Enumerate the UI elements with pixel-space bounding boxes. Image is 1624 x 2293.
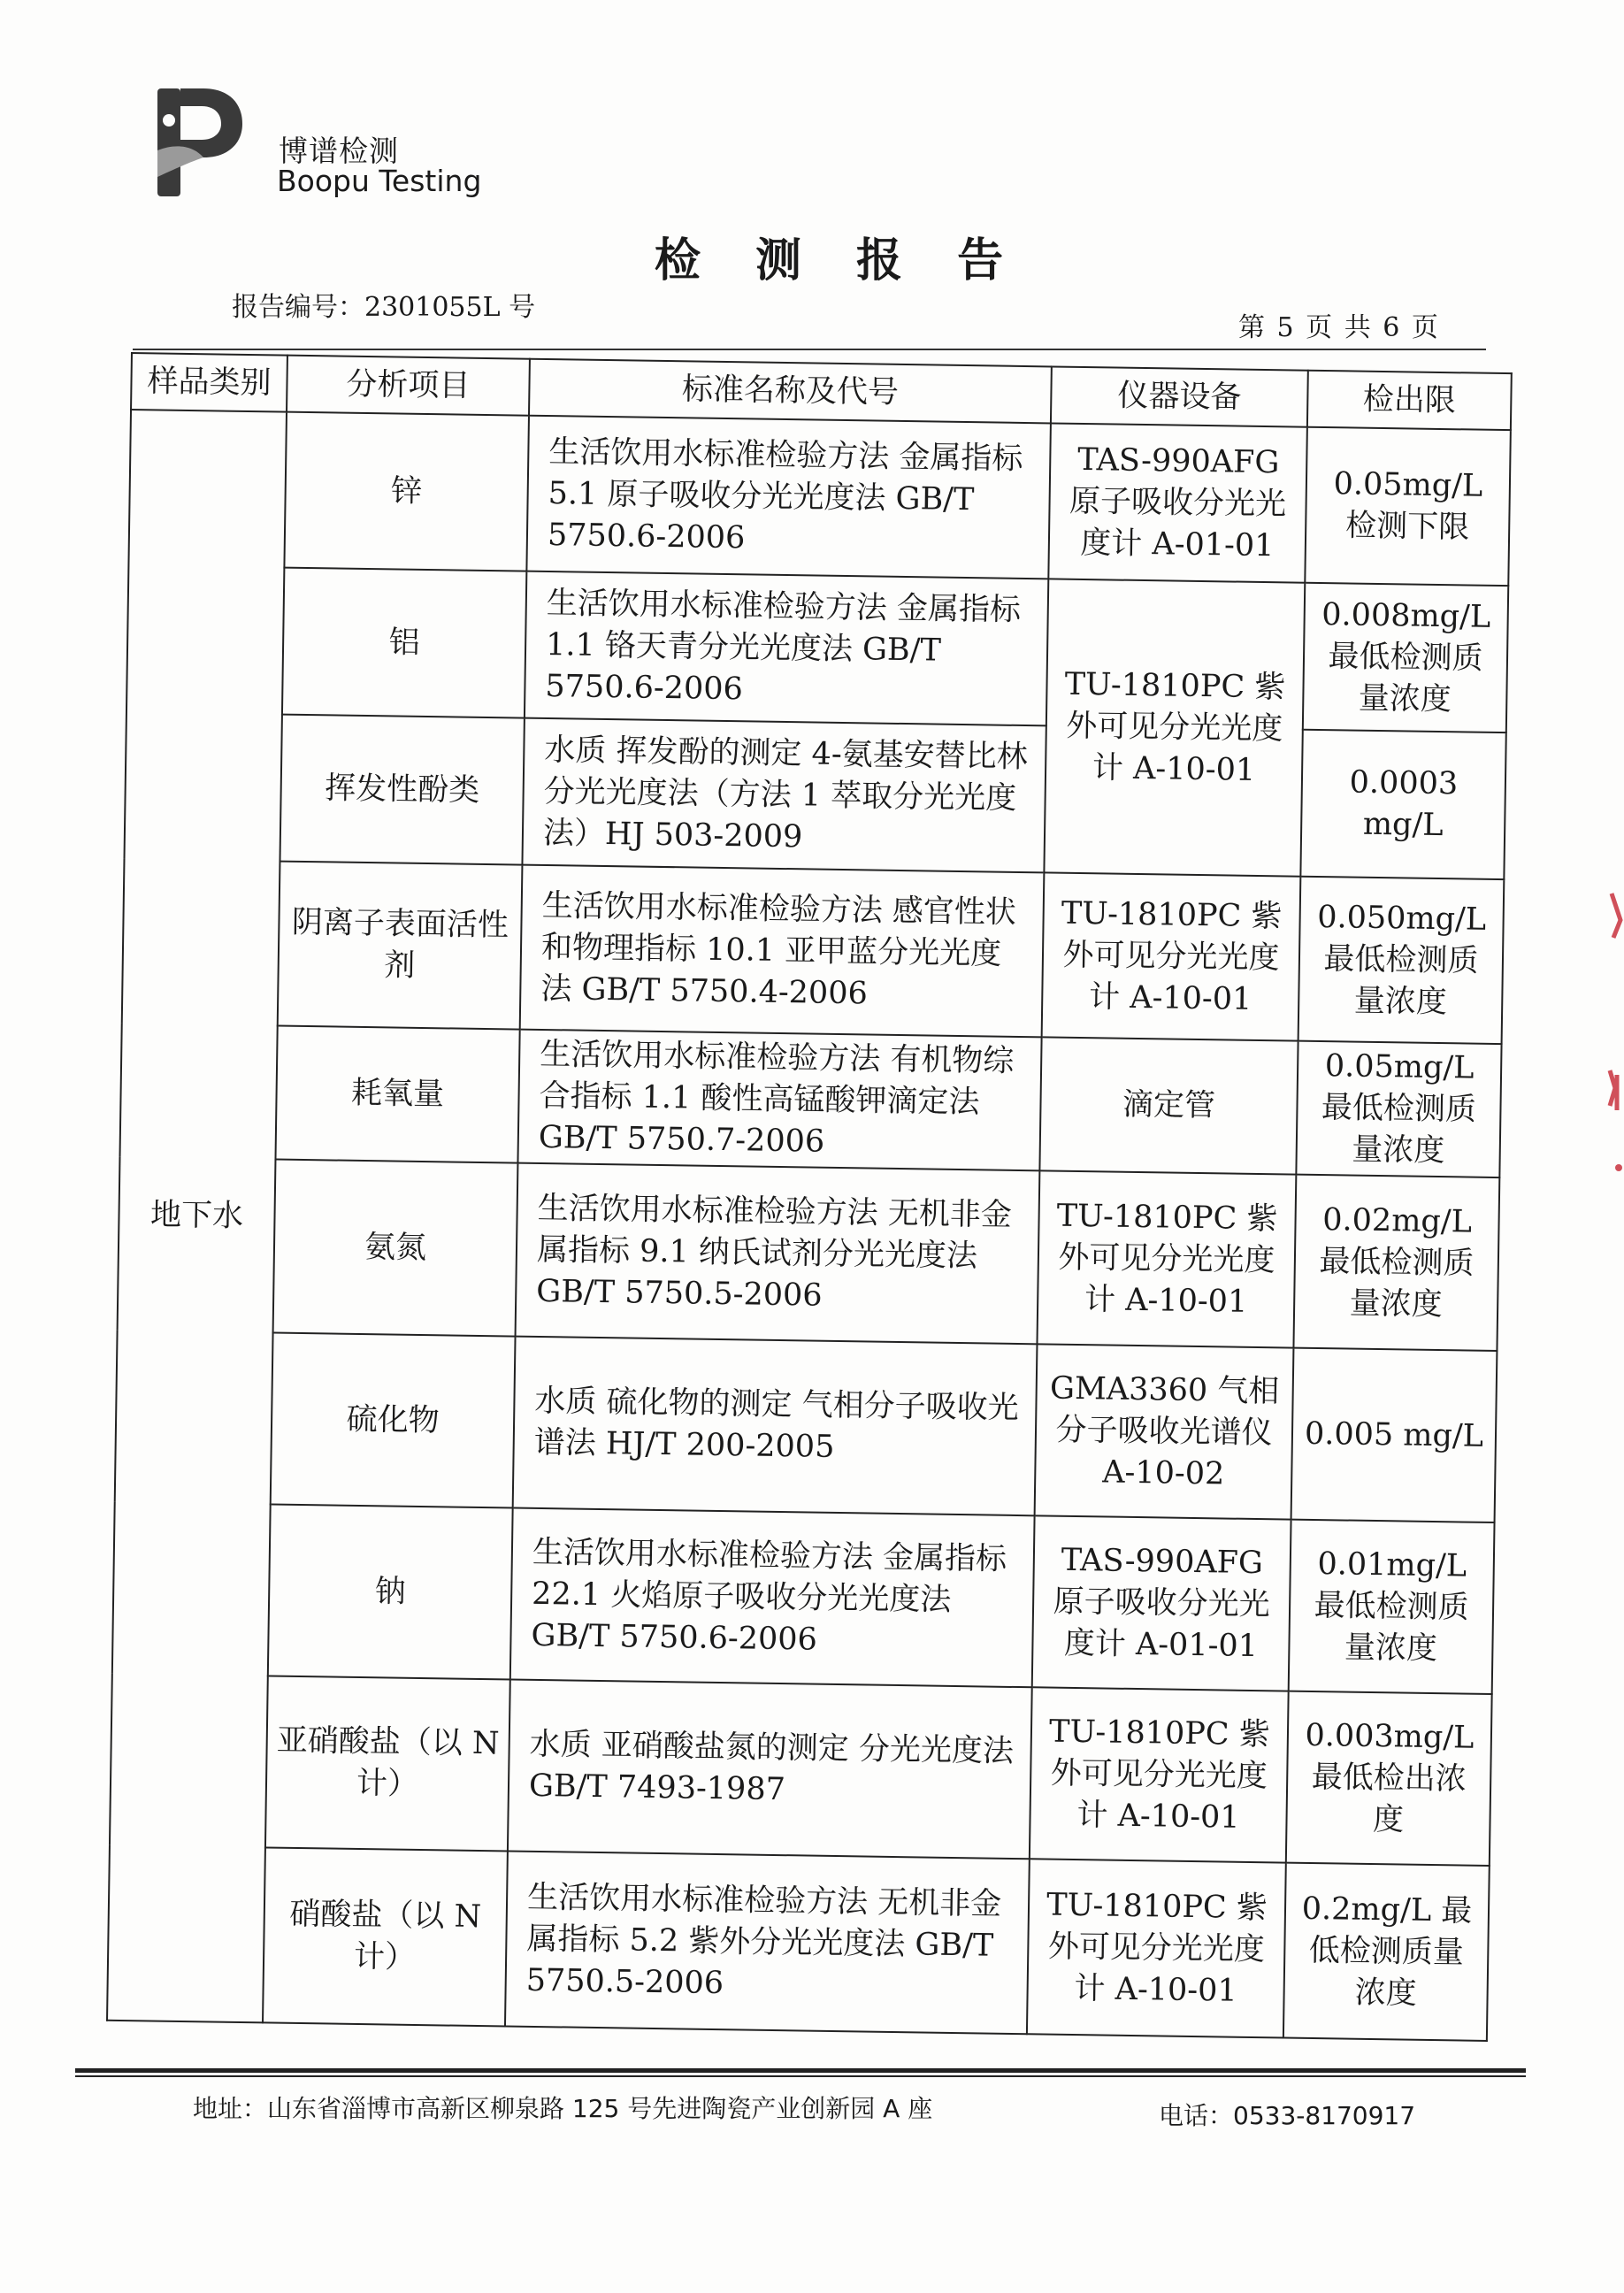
table-row [126,565,1508,732]
detection-limit: 0.02mg/L 最低检测质量浓度 [1293,1175,1499,1351]
seal-stamp-edge [1603,885,1624,1185]
brand-name-cn: 博谱检测 [279,134,399,168]
table-row [115,1331,1498,1522]
instrument: 滴定管 [1039,1037,1298,1174]
footer-phone: 电话：0533-8170917 [1159,2101,1416,2130]
instrument: TAS-990AFG 原子吸收分光光度计 A-01-01 [1048,423,1307,582]
detection-limit: 0.2mg/L 最低检测质量浓度 [1283,1863,1490,2041]
boopu-p-logo-icon [157,88,242,196]
report-number: 报告编号：2301055L 号 [232,292,536,323]
detection-limit: 0.05mg/L 最低检测质量浓度 [1296,1041,1501,1177]
table-row [128,410,1510,586]
instrument: TU-1810PC 紫外可见分光光度计 A-10-01 [1044,579,1305,876]
table-row [107,1845,1490,2041]
instrument: TU-1810PC 紫外可见分光光度计 A-10-01 [1037,1170,1296,1347]
standard-name: 生活饮用水标准检验方法 无机非金属指标 5.2 紫外分光光度法 GB/T 5750.5-2006 [505,1852,1030,2035]
analysis-item: 氨氮 [273,1160,518,1337]
document-title: 检 测 报 告 [654,234,1023,288]
brand-name-en: Boopu Testing [277,164,482,198]
instrument: GMA3360 气相分子吸收光谱仪 A-10-02 [1035,1344,1294,1519]
detection-limit: 0.005 mg/L [1291,1348,1498,1522]
analysis-item: 亚硝酸盐（以 N 计） [265,1676,510,1851]
analysis-item: 挥发性酚类 [280,715,524,865]
table-row [110,1674,1492,1866]
footer-divider [75,2068,1526,2073]
detection-limit: 0.05mg/L 检测下限 [1305,427,1511,586]
standard-name: 生活饮用水标准检验方法 金属指标 22.1 火焰原子吸收分光光度法 GB/T 5750.6-2006 [510,1508,1035,1688]
column-header-limit: 检出限 [1307,371,1512,430]
table-row [122,859,1505,1044]
analysis-item: 钠 [268,1504,513,1679]
standard-name: 生活饮用水标准检验方法 无机非金属指标 9.1 纳氏试剂分光光度法 GB/T 5750.5-2006 [516,1163,1040,1345]
footer-address: 地址：山东省淄博市高新区柳泉路 125 号先进陶瓷产业创新园 A 座 [193,2094,933,2123]
column-header-category: 样品类别 [131,353,287,412]
table-row [112,1502,1495,1694]
footer-divider-thin [75,2075,1526,2077]
detection-limit: 0.003mg/L 最低检出浓度 [1286,1691,1492,1866]
instrument: TU-1810PC 紫外可见分光光度计 A-10-01 [1027,1859,1286,2037]
column-header-instrument: 仪器设备 [1051,366,1308,426]
sample-category-cell: 地下水 [107,410,287,2022]
analysis-item: 硫化物 [271,1333,516,1508]
column-header-item: 分析项目 [287,356,530,416]
standard-name: 生活饮用水标准检验方法 感官性状和物理指标 10.1 亚甲蓝分光光度法 GB/T 5750.4-2006 [520,865,1045,1038]
standard-name: 生活饮用水标准检验方法 金属指标 1.1 铬天青分光光度法 GB/T 5750.6-2006 [525,571,1048,726]
analysis-item: 铝 [282,568,526,718]
detection-limit: 0.0003 mg/L [1300,730,1505,879]
analysis-item: 锌 [284,412,529,571]
column-header-standard: 标准名称及代号 [529,359,1052,424]
analysis-item: 硝酸盐（以 N 计） [263,1847,508,2026]
analysis-item: 阴离子表面活性剂 [278,862,523,1030]
standard-name: 生活饮用水标准检验方法 有机物综合指标 1.1 酸性高锰酸钾滴定法 GB/T 5750.7-2006 [517,1030,1041,1171]
standard-name: 水质 亚硝酸盐氮的测定 分光光度法 GB/T 7493-1987 [508,1680,1032,1860]
detection-limit: 0.008mg/L 最低检测质量浓度 [1303,583,1508,732]
page-indicator: 第 5 页 共 6 页 [1238,312,1440,343]
analysis-methods-table [106,352,1513,2042]
instrument: TAS-990AFG 原子吸收分光光度计 A-01-01 [1032,1515,1291,1691]
detection-limit: 0.01mg/L 最低检测质量浓度 [1289,1520,1495,1694]
instrument: TU-1810PC 紫外可见分光光度计 A-10-01 [1042,872,1301,1040]
standard-name: 水质 挥发酚的测定 4-氨基安替比林分光光度法（方法 1 萃取分光光度法）HJ 503-2009 [522,718,1046,873]
header-divider [133,349,1486,350]
detection-limit: 0.050mg/L 最低检测质量浓度 [1298,877,1505,1044]
standard-name: 水质 硫化物的测定 气相分子吸收光谱法 HJ/T 200-2005 [513,1337,1038,1516]
analysis-item: 耗氧量 [275,1026,519,1163]
instrument: TU-1810PC 紫外可见分光光度计 A-10-01 [1030,1687,1289,1862]
table-row [120,1024,1502,1177]
standard-name: 生活饮用水标准检验方法 金属指标 5.1 原子吸收分光光度法 GB/T 5750.6-2006 [526,416,1051,579]
table-row [118,1157,1500,1351]
